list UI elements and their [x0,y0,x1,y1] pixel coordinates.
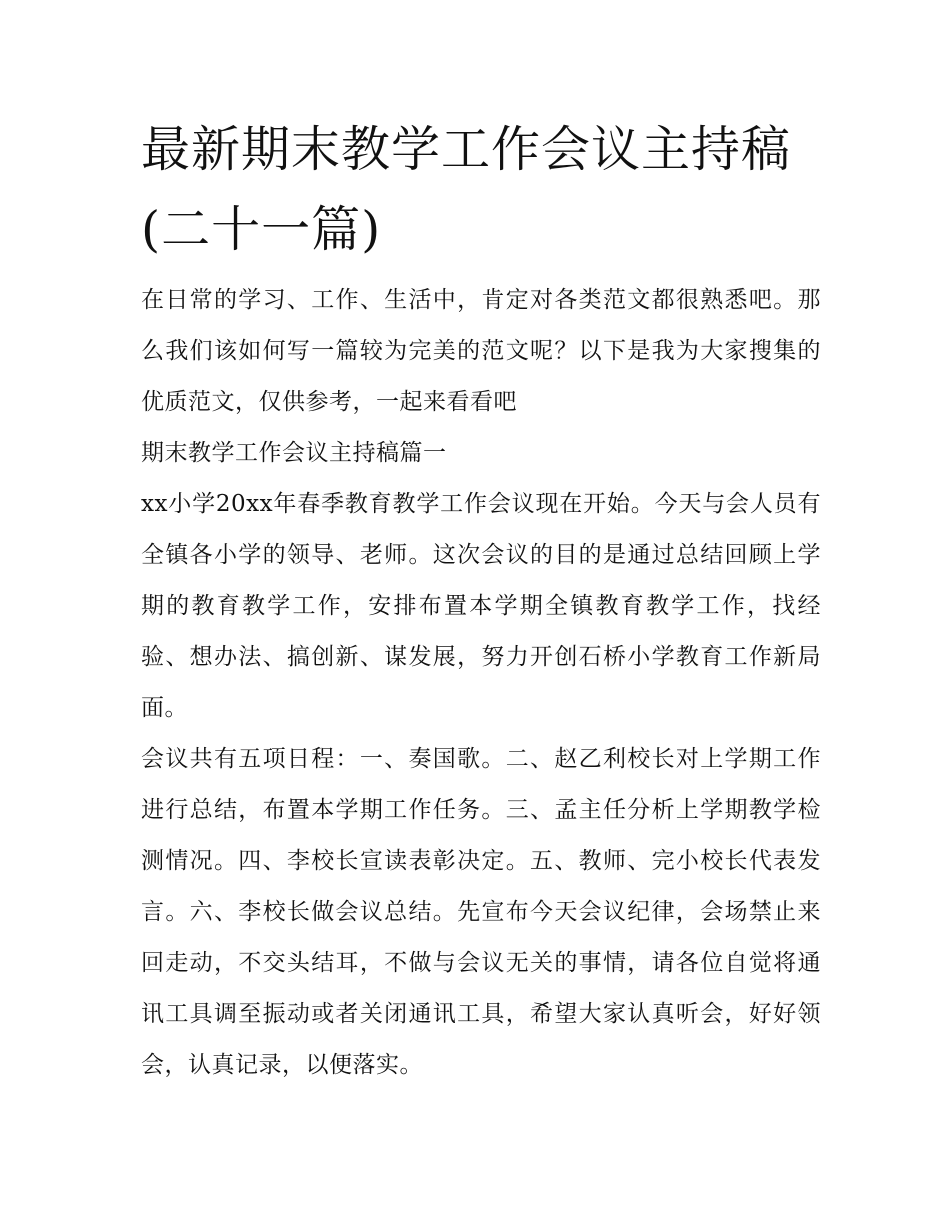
document-body [141,275,821,1091]
body-paragraph-agenda: 会议共有五项日程：一、奏国歌。二、赵乙利校长对上学期工作进行总结，布置本学期工作任务。三、孟主任分析上学期教学检测情况。四、李校长宣读表彰决定。五、教师、完小校长代表发言。六、李校长做会议总结。先宣布今天会议纪律，会场禁止来回走动，不交头结耳，不做与会议无关的事情，请各位自觉将通讯工具调至振动或者关闭通讯工具，希望大家认真听会，好好领会，认真记录，以便落实。 [141,746,821,1078]
intro-paragraph: 在日常的学习、工作、生活中，肯定对各类范文都很熟悉吧。那么我们该如何写一篇较为完美的范文呢？以下是我为大家搜集的优质范文，仅供参考，一起来看看吧 [141,287,821,415]
section-heading: 期末教学工作会议主持稿篇一 [141,440,447,466]
body-paragraph-opening: xx小学20xx年春季教育教学工作会议现在开始。今天与会人员有全镇各小学的领导、老师。这次会议的目的是通过总结回顾上学期的教育教学工作，安排布置本学期全镇教育教学工作，找经验、想办法、搞创新、谋发展，努力开创石桥小学教育工作新局面。 [141,491,821,721]
document-title: 最新期末教学工作会议主持稿(二十一篇) [141,121,792,258]
